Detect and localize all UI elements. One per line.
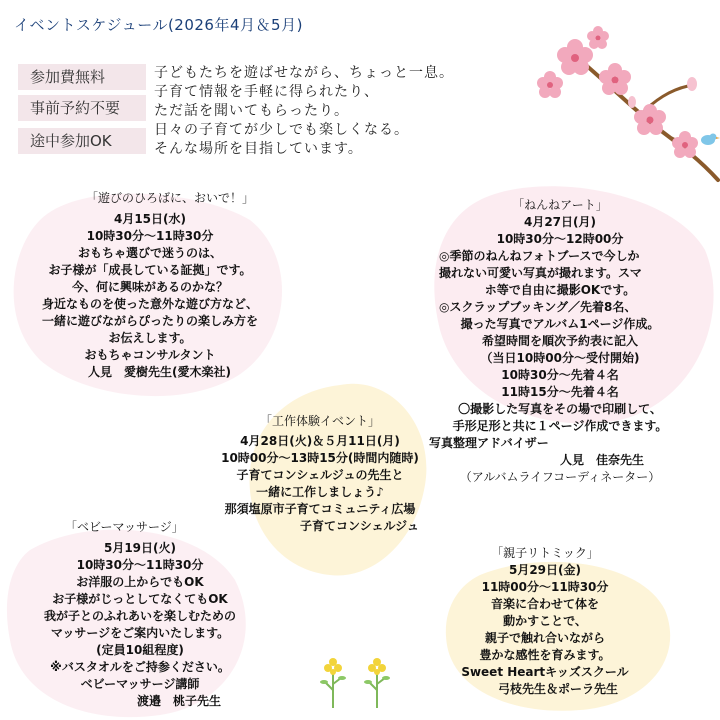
event-instructor: 渡邉 桃子先生 [137,694,222,708]
event-body-line: 豊かな感性を育みます。 [479,648,611,662]
event-instructor: 人見 佳奈先生 [560,453,645,467]
event-body-line: 11時15分～先着４名 [501,385,619,399]
event-body-line: 子育てコンシェルジュの先生と [236,468,404,482]
cherry-blossom-branch-icon [520,20,720,185]
intro-line: そんな場所を目指しています。 [154,141,363,157]
intro-line: 子育て情報を手軽に得られたり、 [154,84,379,100]
event-body-line: （当日10時00分～受付開始) [480,351,640,365]
event-time: 11時00分～11時30分 [481,580,609,594]
event-title: 「親子リトミック」 [491,546,599,560]
event-body-line: お子様がじっとしてなくてもOK [52,592,228,606]
event-title: 「工作体験イベント」 [259,414,380,428]
event-body-line: 音楽に合わせて体を [490,597,599,611]
event-body-line: 我が子とのふれあいを楽しむための [43,609,236,623]
rapeseed-flowers-icon [315,650,395,710]
event-instructor-role: 写真整理アドバイザー [429,436,549,450]
event-instructor: 弓枝先生＆ポーラ先生 [498,682,619,696]
event-body-line: 撮れない可愛い写真が撮れます。スマ [439,266,642,280]
event-time: 10時00分～13時15分(時間内随時) [221,451,419,465]
event-organizer: Sweet Heartキッズスクール [461,665,629,679]
event-instructor-role: ベビーマッサージ講師 [80,677,200,691]
event-body-line: 一緒に遊びながらぴったりの楽しみ方を [41,314,258,328]
event-date: 4月28日(火)＆５月11日(月) [240,434,400,448]
event-body-line: 一緒に工作しましょう♪ [256,485,384,499]
event-body-line: 今、何に興味があるのかな？ [71,280,228,294]
event-body-line: 手形足形と共に１ページ作成できます。 [452,419,668,433]
event-title: 「ねんねアート」 [512,198,608,212]
event-date: 5月29日(金) [508,563,582,577]
tag-drop-in-ok: 途中参加OK [18,128,146,154]
event-body-line: ◎スクラップブッキング／先着8名、 [439,300,637,314]
event-date: 4月15日(水) [113,212,187,226]
event-organizer: 那須塩原市子育てコミュニティ広場 [224,502,416,516]
event-craft-experience [200,413,440,535]
event-body-line: 身近なものを使った意外な遊び方など、 [41,297,258,311]
tag-free-participation: 参加費無料 [18,64,146,90]
event-body-line: ◎季節のねんねフォトブースで今しか [439,249,640,263]
event-instructor: 人見 愛樹先生(愛木楽社) [88,365,231,379]
event-date: 4月27日(月) [523,215,597,229]
event-date: 5月19日(火) [103,541,177,555]
event-time: 10時30分～11時30分 [86,229,214,243]
event-body-line: お子様が「成長している証拠」です。 [48,263,252,277]
bird-icon [701,134,720,146]
event-body-line: マッサージをご案内いたします。 [50,626,230,640]
event-instructor-role: おもちゃコンサルタント [84,348,216,362]
event-body-line: ※バスタオルをご持参ください。 [50,660,230,674]
event-body-line: 10時30分～先着４名 [501,368,619,382]
event-instructor: 子育てコンシェルジュ [300,519,419,533]
event-nenne-art [425,197,695,486]
event-body-line: おもちゃ選びで迷うのは、 [77,246,222,260]
intro-line: ただ話を聞いてもらったり。 [154,103,349,119]
event-play-plaza [20,190,280,381]
intro-line: 日々の子育てが少しでも楽しくなる。 [154,122,409,138]
intro-line: 子どもたちを遊ばせながら、ちょっと一息。 [154,65,454,81]
event-body-line: 希望時間を順次予約表に記入 [481,334,638,348]
event-baby-massage [25,519,255,710]
event-body-line: お洋服の上からでもOK [76,575,204,589]
event-instructor-affiliation: （アルバムライフコーディネーター） [459,470,661,484]
event-body-line: ホ等で自由に撮影OKです。 [484,283,636,297]
page-title: イベントスケジュール(2026年4月＆5月) [14,16,303,34]
event-body-line: 〇撮影した写真をその場で印刷して、 [458,402,662,416]
event-body-line: 親子で触れ合いながら [484,631,605,645]
intro-text [154,64,454,159]
event-body-line: 動かすことで、 [503,614,587,628]
event-parent-child-rhythmic [440,545,650,698]
event-title: 「遊びのひろばに、おいで！」 [86,191,255,205]
event-body-line: 撮った写真でアルバム1ページ作成。 [460,317,660,331]
event-title: 「ベビーマッサージ」 [65,520,184,534]
event-time: 10時30分～12時00分 [496,232,624,246]
tag-no-reservation: 事前予約不要 [18,95,146,121]
event-body-line: (定員10組程度) [96,643,184,657]
event-time: 10時30分～11時30分 [76,558,204,572]
event-body-line: お伝えします。 [108,331,192,345]
